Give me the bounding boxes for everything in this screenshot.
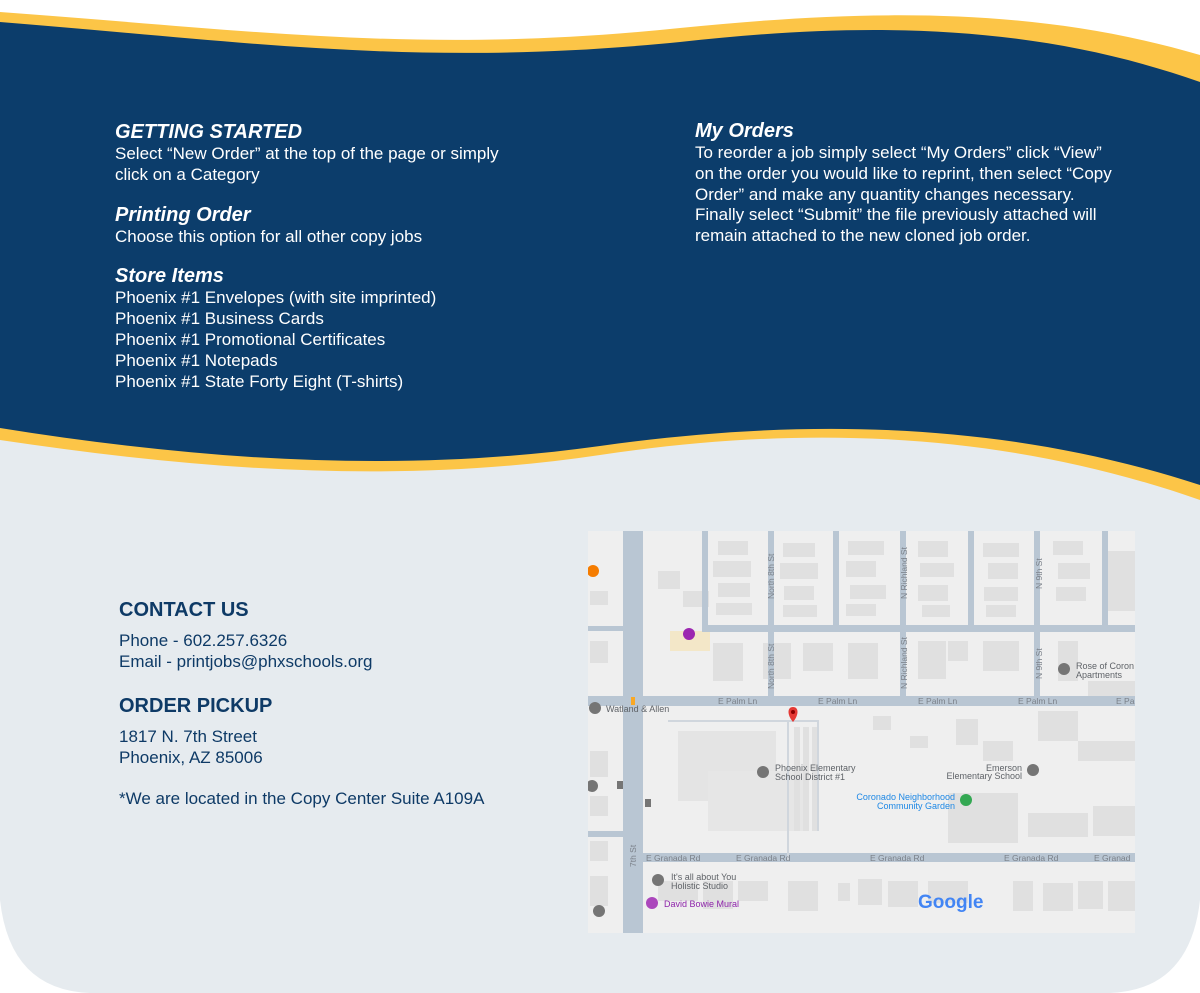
place-icon: [593, 905, 605, 917]
place-label: Watland & Allen: [606, 704, 670, 714]
my-orders-line: Finally select “Submit” the file previously attached will: [695, 205, 1097, 225]
pickup-address-line2: Phoenix, AZ 85006: [119, 748, 263, 767]
my-orders-line: on the order you would like to reprint, then select “Copy: [695, 163, 1112, 183]
google-logo: Google: [918, 892, 984, 913]
place-label: David Bowie Mural: [664, 899, 740, 909]
contact-section: [119, 598, 559, 809]
street-label: E Palm Ln: [718, 696, 758, 706]
contact-title: CONTACT US: [119, 599, 249, 621]
place-label: It's all about You: [671, 872, 737, 882]
transit-icon: [617, 781, 623, 789]
my-orders-title: My Orders: [695, 120, 794, 142]
store-item: Phoenix #1 Envelopes (with site imprinted): [115, 288, 437, 308]
street-label: E Pa: [1116, 696, 1135, 706]
location-map[interactable]: [588, 531, 1135, 933]
street-label: E Palm Ln: [818, 696, 858, 706]
transit-icon: [645, 799, 651, 807]
street-label: 7th St: [628, 844, 638, 867]
store-item: Phoenix #1 Business Cards: [115, 309, 324, 329]
street-label: E Granada Rd: [870, 853, 925, 863]
printing-order-line: Choose this option for all other copy jobs: [115, 226, 423, 246]
place-icon: [652, 874, 664, 886]
my-orders-line: Order” and make any quantity changes necessary.: [695, 184, 1075, 204]
street-label: N Richland St: [899, 547, 909, 599]
street-label: E Granada Rd: [646, 853, 701, 863]
getting-started-section: [115, 120, 575, 186]
place-label: Emerson: [985, 763, 1022, 773]
getting-started-title: GETTING STARTED: [115, 121, 303, 143]
street-label: E Granada Rd: [736, 853, 791, 863]
pickup-address-line1: 1817 N. 7th Street: [119, 727, 257, 746]
street-label: N Richland St: [899, 637, 909, 689]
store-item: Phoenix #1 State Forty Eight (T-shirts): [115, 371, 404, 391]
order-pickup-title: ORDER PICKUP: [119, 695, 273, 717]
place-label: Coronado Neighborhood: [856, 792, 955, 802]
street-label: N 9th St: [1034, 648, 1044, 679]
place-label: Community Garden: [876, 801, 955, 811]
my-orders-line: remain attached to the new cloned job order.: [695, 226, 1031, 246]
store-items-title: Store Items: [115, 265, 224, 288]
my-orders-section: [695, 119, 1135, 247]
mural-icon: [646, 897, 658, 909]
store-items-section: [115, 264, 575, 392]
place-icon: [1058, 663, 1070, 675]
getting-started-line: click on a Category: [115, 164, 260, 184]
pickup-note: *We are located in the Copy Center Suite A109A: [119, 789, 485, 808]
place-label: Elementary School: [946, 771, 1022, 781]
street-label: E Palm Ln: [1018, 696, 1058, 706]
place-label: Holistic Studio: [671, 881, 729, 891]
contact-phone[interactable]: Phone - 602.257.6326: [119, 631, 288, 650]
place-label: Phoenix Elementary: [775, 763, 856, 773]
street-label: N 9th St: [1034, 558, 1044, 589]
garden-icon: [960, 794, 972, 806]
attraction-icon: [683, 628, 695, 640]
school-icon: [1027, 764, 1039, 776]
place-label: Apartments: [1076, 670, 1123, 680]
printing-order-title: Printing Order: [115, 203, 251, 226]
street-label: E Granada Rd: [1004, 853, 1059, 863]
school-icon: [757, 766, 769, 778]
place-label: School District #1: [775, 772, 846, 782]
getting-started-line: Select “New Order” at the top of the page or simply: [115, 144, 499, 163]
place-icon: [589, 702, 601, 714]
my-orders-line: To reorder a job simply select “My Orders” click “View”: [695, 143, 1102, 162]
street-label: E Palm Ln: [918, 696, 958, 706]
info-left-column: [115, 120, 575, 409]
street-label: North 8th St: [766, 553, 776, 599]
street-label: North 8th St: [766, 643, 776, 689]
store-item: Phoenix #1 Notepads: [115, 350, 278, 370]
place-label: Rose of Coron: [1076, 661, 1135, 671]
printing-order-section: [115, 203, 575, 248]
contact-email[interactable]: Email - printjobs@phxschools.org: [119, 652, 373, 671]
store-item: Phoenix #1 Promotional Certificates: [115, 329, 386, 349]
street-label: E Granad: [1094, 853, 1131, 863]
